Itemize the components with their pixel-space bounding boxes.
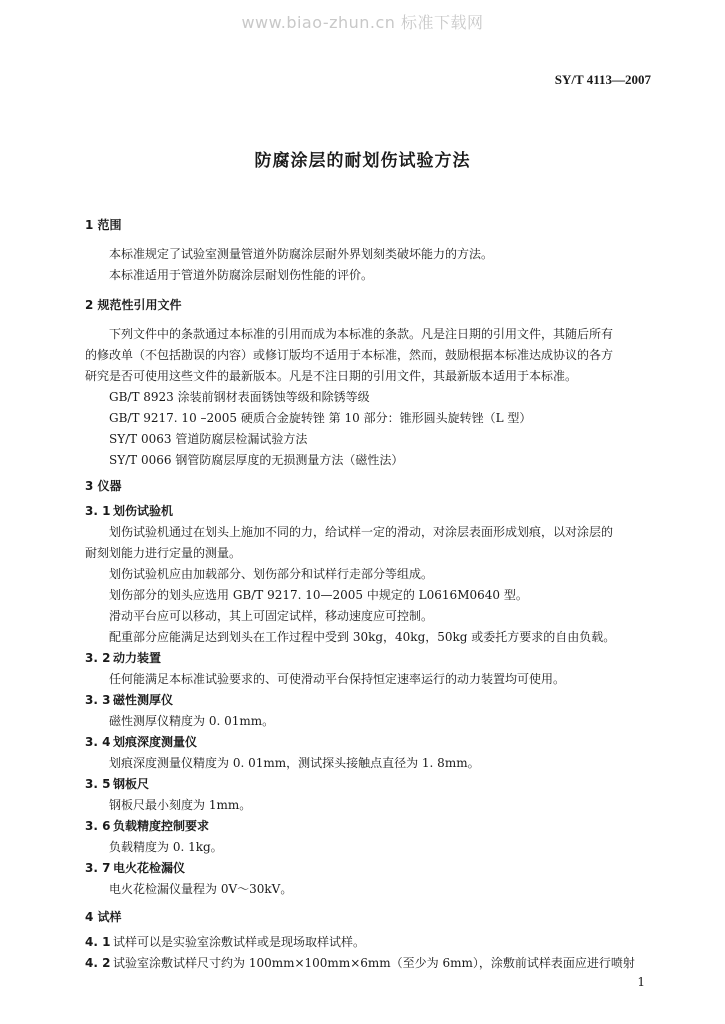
section-2-heading: 2 规范性引用文件 <box>85 298 182 312</box>
section-3-1-line: 耐刻划能力进行定量的测量。 <box>85 546 242 560</box>
section-number: 3. 7 <box>85 861 111 875</box>
standard-number: SY/T 4113—2007 <box>554 72 651 87</box>
page-number: 1 <box>637 975 645 989</box>
section-number: 4. 2 <box>85 956 111 970</box>
section-4-1 <box>85 933 365 950</box>
section-title: 磁性测厚仪 <box>113 693 174 707</box>
section-3-2-text: 任何能满足本标准试验要求的、可使滑动平台保持恒定速率运行的动力装置均可使用。 <box>109 672 566 686</box>
section-3-6-heading <box>85 817 209 834</box>
section-4-2 <box>85 954 635 971</box>
section-2-intro-line-3: 研究是否可使用这些文件的最新版本。凡是不注日期的引用文件，其最新版本适用于本标准。 <box>85 369 578 383</box>
section-number: 3. 2 <box>85 651 111 665</box>
section-number: 3. 5 <box>85 777 111 791</box>
section-3-1-line: 划伤试验机应由加载部分、划伤部分和试样行走部分等组成。 <box>109 567 434 581</box>
reference-item: GB/T 8923 涂装前钢材表面锈蚀等级和除锈等级 <box>109 390 370 404</box>
section-3-7-heading <box>85 859 185 876</box>
section-number: 3. 1 <box>85 504 111 518</box>
reference-item: SY/T 0066 钢管防腐层厚度的无损测量方法（磁性法） <box>109 453 404 467</box>
section-3-7-text: 电火花检漏仪量程为 0V～30kV。 <box>109 882 293 896</box>
section-3-3-text: 磁性测厚仪精度为 0. 01mm。 <box>109 714 275 728</box>
reference-item: SY/T 0063 管道防腐层检漏试验方法 <box>109 432 308 446</box>
section-number: 3. 4 <box>85 735 111 749</box>
section-3-5-text: 钢板尺最小刻度为 1mm。 <box>109 798 252 812</box>
section-3-4-text: 划痕深度测量仪精度为 0. 01mm，测试探头接触点直径为 1. 8mm。 <box>109 756 480 770</box>
section-2-intro-line-1: 下列文件中的条款通过本标准的引用而成为本标准的条款。凡是注日期的引用文件，其随后所有 <box>109 327 614 341</box>
section-title: 动力装置 <box>113 651 162 665</box>
section-3-1-line: 配重部分应能满足达到划头在工作过程中受到 30kg，40kg，50kg 或委托方要求的自由负载。 <box>109 630 616 644</box>
section-title: 划伤试验机 <box>113 504 174 518</box>
section-number: 3. 6 <box>85 819 111 833</box>
section-3-6-text: 负载精度为 0. 1kg。 <box>109 840 223 854</box>
watermark: www.biao-zhun.cn 标准下载网 <box>241 13 484 32</box>
reference-item: GB/T 9217. 10 –2005 硬质合金旋转锉 第 10 部分：锥形圆头旋转锉（L 型） <box>109 411 532 425</box>
section-number: 4. 1 <box>85 935 111 949</box>
section-3-4-heading <box>85 733 197 750</box>
section-3-1-line: 滑动平台应可以移动，其上可固定试样，移动速度应可控制。 <box>109 609 434 623</box>
section-title: 电火花检漏仪 <box>113 861 186 875</box>
section-3-1-line: 划伤试验机通过在划头上施加不同的力，给试样一定的滑动，对涂层表面形成划痕，以对涂层的 <box>109 525 614 539</box>
section-3-heading: 3 仪器 <box>85 479 122 493</box>
section-3-3-heading <box>85 691 173 708</box>
section-title: 负载精度控制要求 <box>113 819 210 833</box>
section-1-heading: 1 范围 <box>85 218 122 232</box>
section-4-heading: 4 试样 <box>85 910 122 924</box>
section-3-1-heading <box>85 502 173 519</box>
section-3-1-line: 划伤部分的划头应选用 GB/T 9217. 10—2005 中规定的 L0616M0640 型。 <box>109 588 528 602</box>
section-4-2-text: 试验室涂敷试样尺寸约为 100mm×100mm×6mm（至少为 6mm），涂敷前试样表面应进行喷射 <box>113 956 635 970</box>
section-title: 钢板尺 <box>113 777 150 791</box>
section-1-paragraph-2: 本标准适用于管道外防腐涂层耐划伤性能的评价。 <box>109 268 374 282</box>
section-number: 3. 3 <box>85 693 111 707</box>
section-4-1-text: 试样可以是实验室涂敷试样或是现场取样试样。 <box>113 935 366 949</box>
section-2-intro-line-2: 的修改单（不包括勘误的内容）或修订版均不适用于本标准，然而，鼓励根据本标准达成协议的各方 <box>85 348 614 362</box>
section-3-5-heading <box>85 775 149 792</box>
section-title: 划痕深度测量仪 <box>113 735 198 749</box>
page-title: 防腐涂层的耐划伤试验方法 <box>254 151 471 171</box>
section-3-2-heading <box>85 649 161 666</box>
section-1-paragraph-1: 本标准规定了试验室测量管道外防腐涂层耐外界划刻类破坏能力的方法。 <box>109 247 494 261</box>
